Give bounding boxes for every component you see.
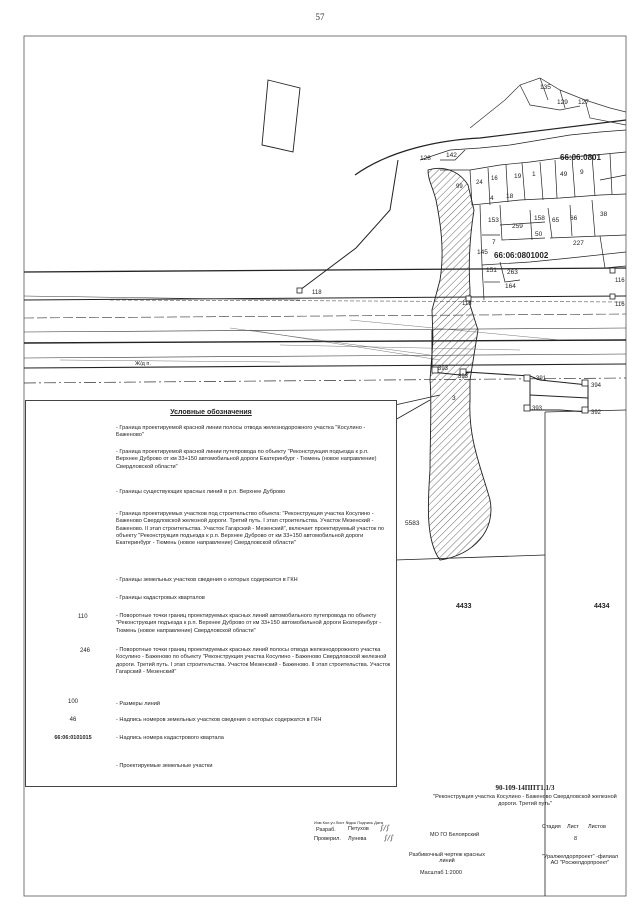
parcel-label: 7: [492, 239, 496, 246]
parcel-label: 16: [491, 176, 498, 182]
sheets-label: Листов: [588, 824, 606, 830]
stage-label: Стадия: [542, 824, 561, 830]
point-label: 393: [438, 366, 449, 372]
sheet-label: Лист: [567, 824, 579, 830]
signature-mark: ∫∕∫: [384, 834, 394, 842]
parcel-label: 145: [477, 249, 488, 256]
organization: "Уралжелдорпроект" -филиал АО "Росжелдорпроект": [541, 854, 619, 866]
point-label: 392: [591, 410, 602, 416]
parcel-label: 66: [570, 215, 578, 222]
page-number: 57: [315, 12, 325, 22]
parcel-label: 9: [580, 169, 584, 176]
legend-sample-number: 46: [69, 717, 77, 723]
developer-name: Петухов: [348, 826, 369, 832]
legend-item-text: - Границы существующих красных линий в р.п. Верхнее Дуброво: [116, 489, 286, 495]
projected-land-plot: [428, 168, 491, 560]
drawing-name: Разбивочный чертеж красных линий: [409, 852, 485, 864]
legend-item-text: - Проектируемые земельные участки: [116, 763, 213, 769]
parcel-label: 158: [534, 215, 545, 222]
point-label: 393: [458, 374, 469, 380]
parcel-label: 259: [512, 223, 523, 230]
parcel-label: 4434: [594, 603, 610, 610]
legend-item-text: - Граница проектируемой красной линии путепровода по объекту "Реконструкция подъезда к р.п. Верхнее Дуброво от км 33+150 автомобильной дороги Екатеринбург - Тюмень (новое направление) Свердловской области": [116, 449, 377, 470]
legend-sample-number: 246: [80, 648, 91, 654]
parcel-label: 4: [490, 195, 494, 202]
point-label: 118: [462, 301, 472, 307]
legend-item-text: - Надпись номера кадастрового квартала: [116, 735, 224, 741]
parcel-label: 263: [507, 269, 518, 276]
parcel-label: 38: [600, 211, 608, 218]
stamp-columns: Изм Кол.уч Лист №док Подпись Дата: [314, 820, 383, 825]
legend-item-text: - Поворотные точки границ проектируемых красных линий автомобильного путепровода по объекту "Реконструкция подъезда к р.п. Верхнее Дуброво от км 33+150 автомобильной дороги Екатеринбург - Тюмень (новое направление) Свердловской области": [116, 613, 382, 634]
parcel-label: 129: [557, 99, 568, 106]
legend-item-text: - Границы кадастровых кварталов: [116, 595, 205, 601]
legend-sample-number: 110: [78, 614, 88, 620]
point-label: 393: [532, 406, 543, 412]
parcel-label: 1: [532, 171, 536, 178]
parcel-label: 142: [446, 152, 457, 159]
quarter-label: 66:06:0801002: [494, 251, 549, 260]
railway-corridor: [24, 268, 626, 383]
legend-item-text: - Граница проектируемой красной линии полосы отвода железнодорожного участка "Косулино - Баженово": [116, 425, 366, 439]
quarter-label: 66:06:0801: [560, 153, 601, 162]
parcel-label: 135: [540, 84, 551, 91]
legend-sample-number: 100: [67, 699, 78, 705]
parcel-label: 151: [486, 267, 497, 274]
parcel-label: 153: [488, 217, 499, 224]
legend-item-text: - Граница проектируемых участков под строительство объекта: "Реконструкция участка Косулино - Баженово Свердловской железной дороги. Третий путь. I этап строительства. Участок Мезенский - Баженово. II этап строительства. Участок Гагарский - Мезенский", включает проектируемый участок по объекту "Реконструкция подъезда к р.п. Верхнее Дуброво от км 33+150 автомобильной дороги Екатеринбург - Тюмень (новое направление) Свердловской области": [116, 511, 385, 547]
project-title: "Реконструкция участка Косулино - Баженово Свердловской железной дороги. Третий путь": [433, 794, 617, 808]
parcel-label: 65: [552, 217, 560, 224]
checker-role: Проверил.: [314, 836, 341, 842]
point-label: 118: [312, 290, 322, 296]
checker-name: Лунева: [348, 836, 367, 842]
developer-role: Разраб.: [316, 827, 336, 833]
parcel-label: 5583: [405, 520, 420, 527]
sheet-value: 8: [574, 836, 578, 842]
parcel-label: 24: [476, 180, 483, 186]
point-label: 116: [615, 302, 625, 308]
title-block: [314, 780, 620, 890]
point-label: 391: [536, 376, 547, 382]
parcel-label: 50: [535, 231, 543, 238]
legend-panel: [25, 400, 397, 787]
parcel-label: 3: [452, 395, 456, 402]
building-outline: [262, 80, 300, 152]
parcel-label: 19: [514, 173, 522, 180]
parcel-label: 99: [456, 184, 463, 190]
parcel-label: 128: [420, 155, 431, 162]
parcel-label: 49: [560, 171, 568, 178]
legend-item-text: - Поворотные точки границ проектируемых красных линий полосы отвода железнодорожного участка Косулино - Баженово по объекту "Реконструкция участка Косулино - Баженово Свердловской железной дороги. Третий путь. I этап строительства. Участок Мезенский - Баженово. II этап строительства. Участок Гагарский - Мезенский": [116, 647, 391, 675]
legend-item-text: - Размеры линий: [116, 701, 160, 707]
document-code: 90-109-14ППТ1.1/3: [495, 784, 555, 792]
signature-mark: ∫∕∫: [380, 824, 390, 832]
point-label: 116: [615, 278, 625, 284]
road-label: Ж/д п.: [135, 361, 151, 367]
legend-sample-number: 66:06:0101015: [54, 735, 92, 741]
point-label: 394: [591, 383, 602, 389]
parcel-label: 227: [573, 240, 584, 247]
parcel-label: 4433: [456, 603, 472, 610]
legend-title: Условные обозначения: [170, 409, 252, 416]
parcel-label: 127: [578, 99, 589, 106]
client-name: МО ГО Белоярский: [430, 832, 480, 838]
parcel-label: 18: [506, 193, 514, 200]
parcel-label: 164: [505, 283, 516, 290]
legend-item-text: - Надпись номеров земельных участков сведения о которых содержатся в ГКН: [116, 717, 322, 723]
legend-item-text: - Границы земельных участков сведения о которых содержатся в ГКН: [116, 577, 298, 583]
drawing-scale: Масштаб 1:2000: [420, 870, 462, 876]
